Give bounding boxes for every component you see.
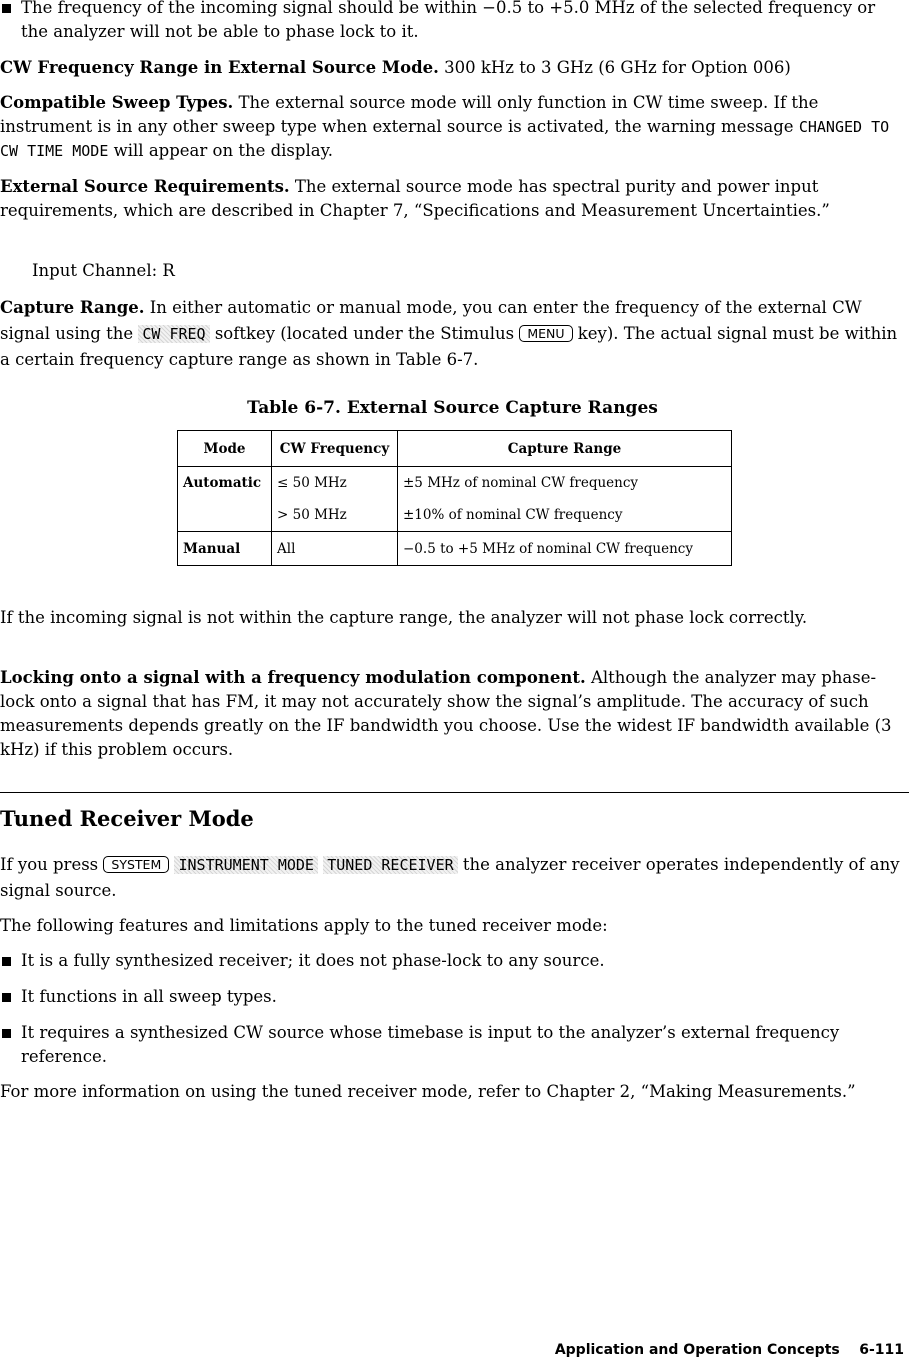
tuned-intro-text-2: the analyzer receiver operates independently of any signal source. xyxy=(0,855,900,900)
bullet-icon xyxy=(2,1029,11,1038)
fm-lock-text: Although the analyzer may phase-lock onto a signal that has FM, it may not accurately show the signal’s amplitude. The accuracy of such measurements depends greatly on the IF bandwidth you choose. Use the widest IF bandwidth available (3 kHz) if this problem occurs. xyxy=(0,668,892,759)
capture-range-heading: Capture Range. xyxy=(0,298,145,317)
features-intro: The following features and limitations apply to the tuned receiver mode: xyxy=(0,916,608,935)
instrument-mode-softkey[interactable]: INSTRUMENT MODE xyxy=(174,856,317,874)
bullet-icon xyxy=(2,993,11,1002)
capture-range-paragraph xyxy=(0,295,905,373)
section-divider xyxy=(0,792,909,793)
column-header-mode: Mode xyxy=(178,431,272,467)
capture-range-text-1: In either automatic or manual mode, you can enter the frequency of the external CW signal using the xyxy=(0,298,862,343)
requirements-text: The external source mode has spectral purity and power input requirements, which are described in Chapter 7, “Specifications and Measurement Uncertainties.” xyxy=(0,177,830,220)
cw-range-heading: CW Frequency Range in External Source Mode. xyxy=(0,58,439,77)
table-row xyxy=(178,499,732,532)
bullet-icon xyxy=(2,4,11,13)
capture-range-text-2: softkey (located under the Stimulus xyxy=(214,324,515,343)
section-title: Tuned Receiver Mode xyxy=(0,806,254,831)
fm-lock-paragraph xyxy=(0,666,905,762)
list-item: It is a fully synthesized receiver; it does not phase-lock to any source. xyxy=(0,949,905,973)
requirements-paragraph xyxy=(0,175,905,223)
table-cell: Manual xyxy=(178,532,272,566)
requirements-heading: External Source Requirements. xyxy=(0,177,290,196)
more-info-paragraph: For more information on using the tuned receiver mode, refer to Chapter 2, “Making Measurements.” xyxy=(0,1082,856,1101)
column-header-capture-range: Capture Range xyxy=(398,431,732,467)
table-cell: > 50 MHz xyxy=(272,499,398,532)
system-key[interactable]: SYSTEM xyxy=(103,856,169,873)
table-cell xyxy=(178,499,272,532)
sweep-types-heading: Compatible Sweep Types. xyxy=(0,93,234,112)
table-cell: ±10% of nominal CW frequency xyxy=(398,499,732,532)
table-header-row xyxy=(178,431,732,467)
cw-freq-softkey[interactable]: CW FREQ xyxy=(138,325,209,343)
tuned-receiver-softkey[interactable]: TUNED RECEIVER xyxy=(323,856,457,874)
table-cell: ≤ 50 MHz xyxy=(272,467,398,500)
table-cell: ±5 MHz of nominal CW frequency xyxy=(398,467,732,500)
table-caption: Table 6-7. External Source Capture Ranges xyxy=(247,398,658,418)
table-cell: −0.5 to +5 MHz of nominal CW frequency xyxy=(398,532,732,566)
table-row xyxy=(178,532,732,566)
capture-ranges-table xyxy=(177,430,732,566)
tuned-intro-text-1: If you press xyxy=(0,855,99,874)
tuned-intro-paragraph xyxy=(0,852,905,904)
footer-section: Application and Operation Concepts xyxy=(554,1342,840,1358)
fm-lock-heading: Locking onto a signal with a frequency modulation component. xyxy=(0,668,586,687)
sweep-types-text-1: The external source mode will only function in CW time sweep. If the instrument is in any other sweep type when external source is activated, the warning message xyxy=(0,93,819,136)
cw-range-text: 300 kHz to 3 GHz (6 GHz for Option 006) xyxy=(444,58,791,77)
menu-key[interactable]: MENU xyxy=(519,325,572,342)
table-cell: Automatic xyxy=(178,467,272,500)
sweep-types-text-2: will appear on the display. xyxy=(113,141,333,160)
table-cell: All xyxy=(272,532,398,566)
not-within-paragraph: If the incoming signal is not within the capture range, the analyzer will not phase lock correctly. xyxy=(0,608,808,627)
column-header-cw-frequency: CW Frequency xyxy=(272,431,398,467)
warning-message: CHANGED TO CW TIME MODE xyxy=(0,118,890,160)
list-item: It requires a synthesized CW source whose timebase is input to the analyzer’s external frequency reference. xyxy=(0,1021,905,1069)
input-channel: Input Channel: R xyxy=(32,261,175,280)
cw-range-paragraph xyxy=(0,56,905,80)
list-item: The frequency of the incoming signal should be within −0.5 to +5.0 MHz of the selected frequency or the analyzer will not be able to phase lock to it. xyxy=(0,0,905,44)
capture-range-text-3: key). The actual signal must be within a certain frequency capture range as shown in Table 6-7. xyxy=(0,324,898,369)
page-number: 6-111 xyxy=(859,1342,904,1358)
page-footer xyxy=(555,1340,904,1360)
list-item: It functions in all sweep types. xyxy=(0,985,905,1009)
table-row xyxy=(178,467,732,500)
bullet-icon xyxy=(2,957,11,966)
sweep-types-paragraph xyxy=(0,91,905,163)
